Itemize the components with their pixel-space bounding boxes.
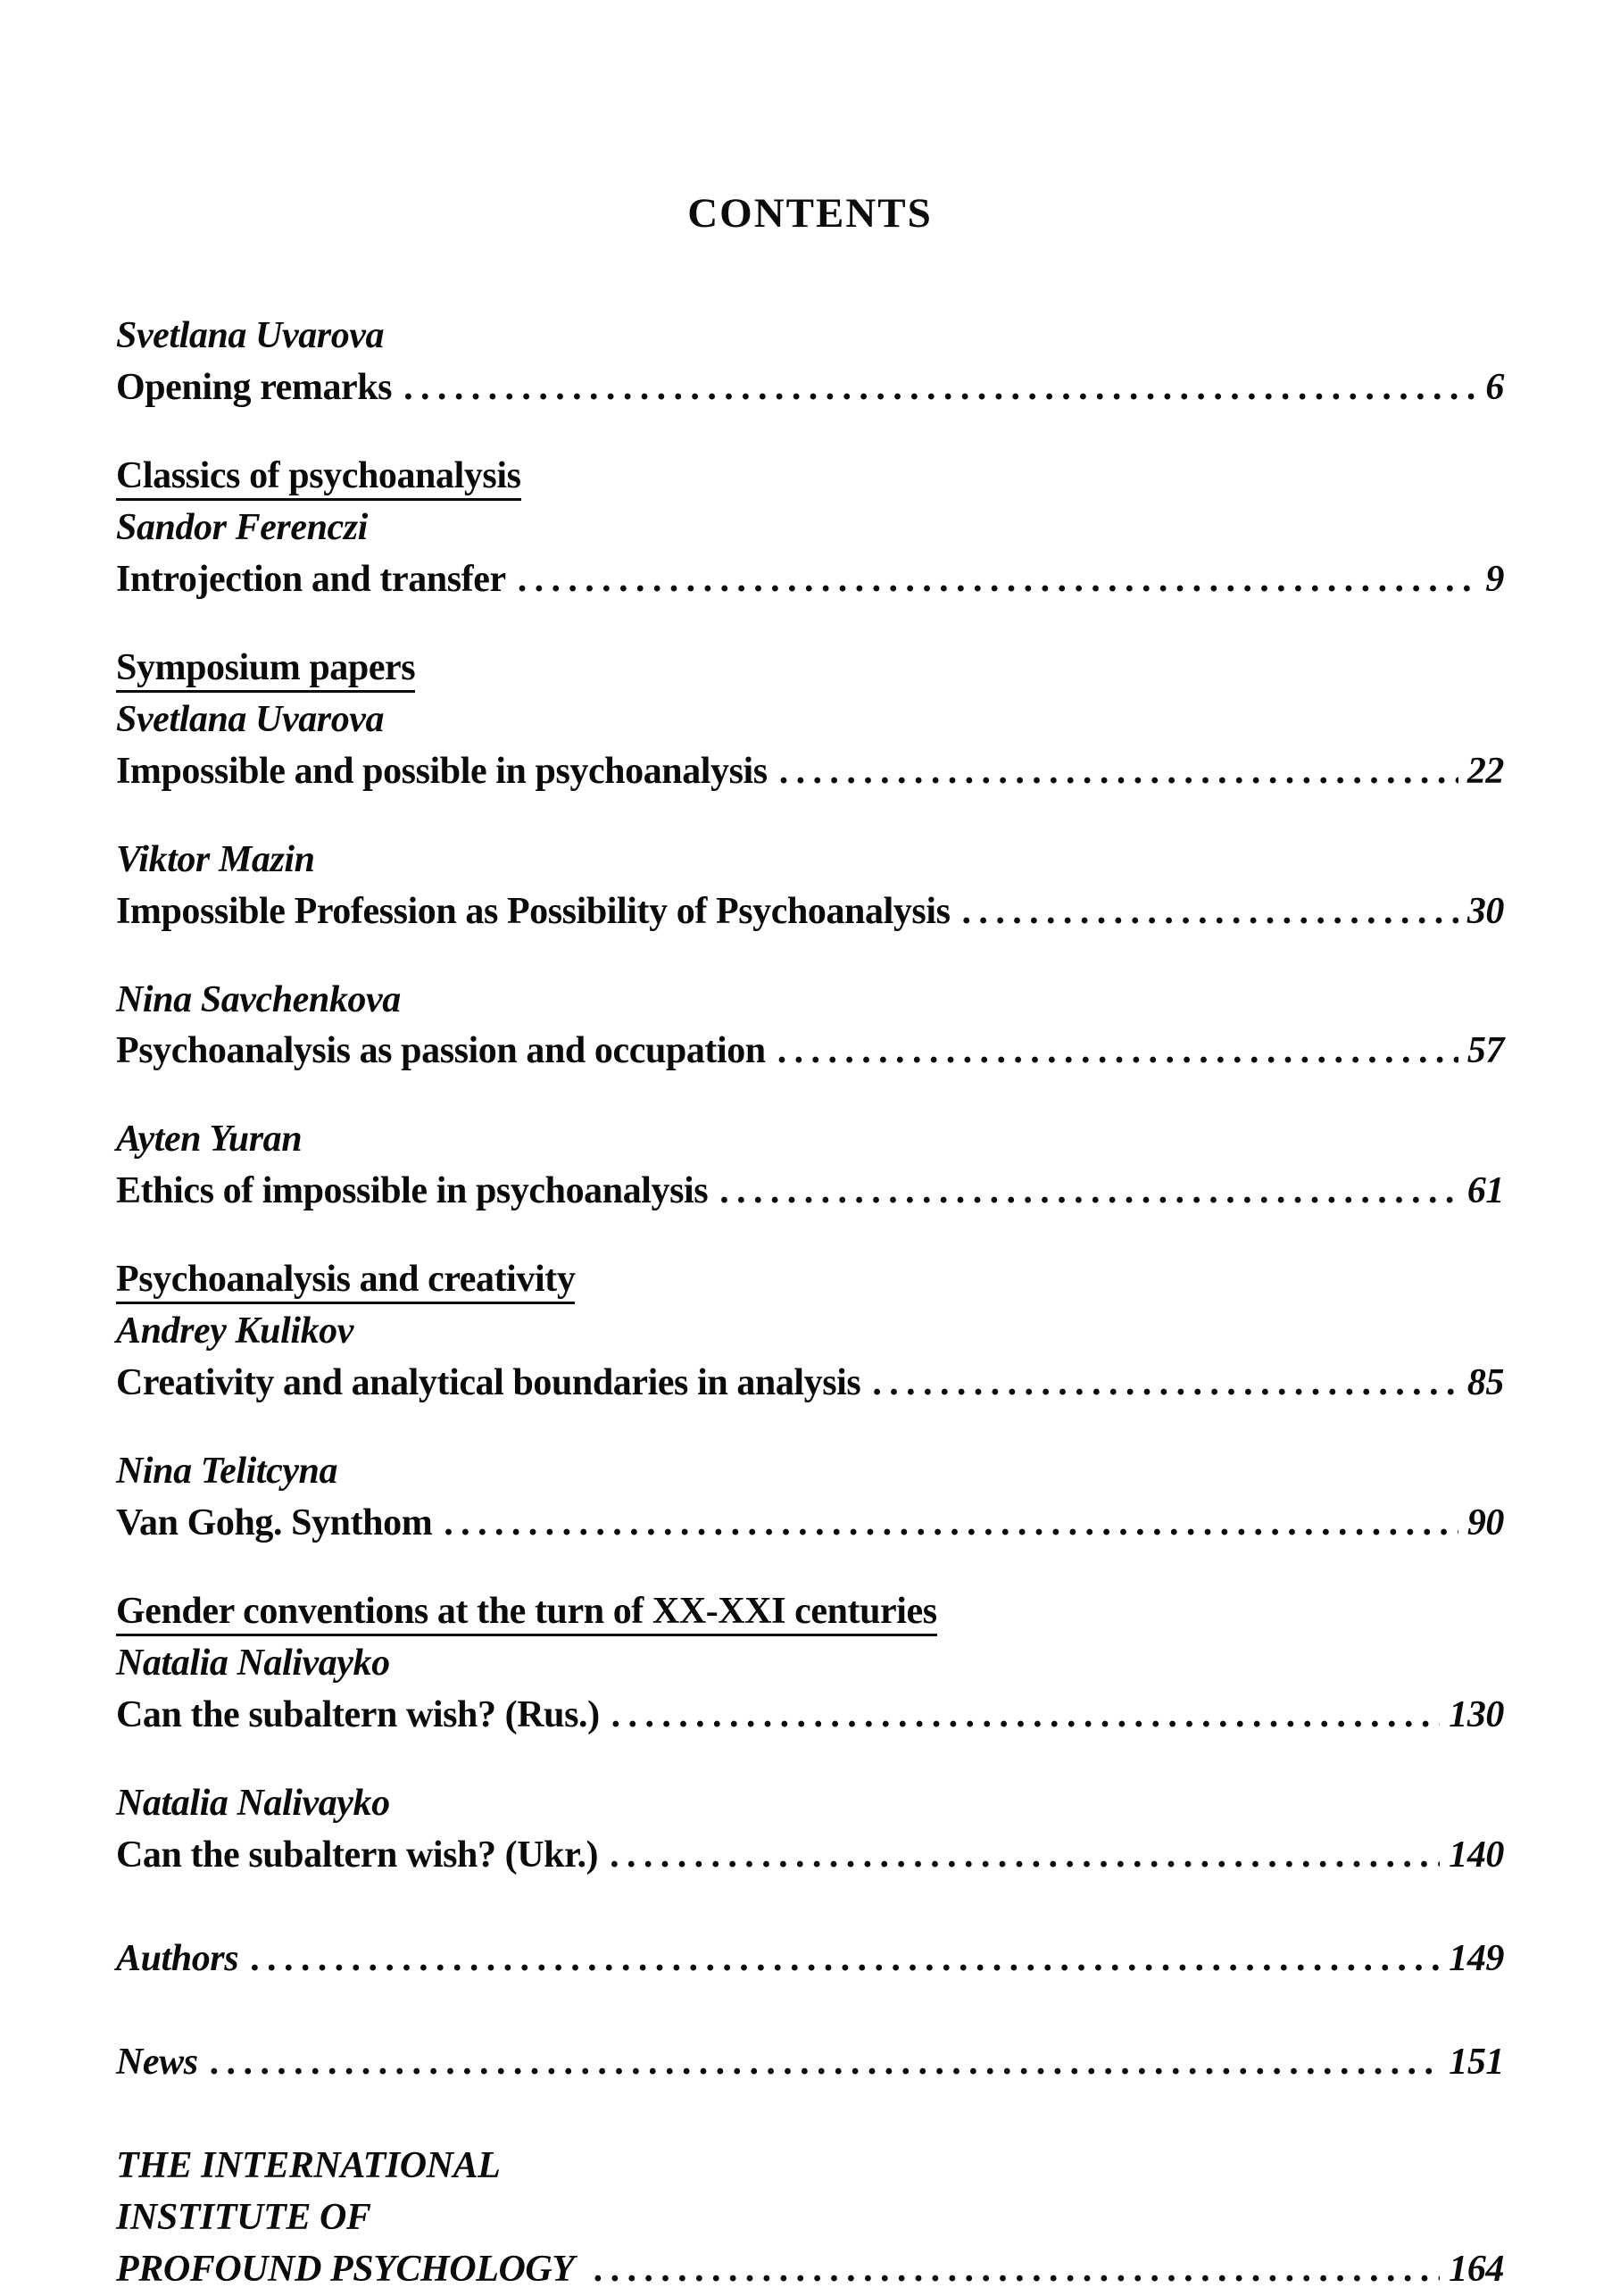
- toc-row: [116, 1166, 1504, 1218]
- page-number: 9: [1485, 558, 1504, 600]
- dot-leader: [611, 1690, 1441, 1742]
- entry-title: Introjection and transfer: [116, 558, 506, 600]
- toc-entry: [116, 1114, 1504, 1218]
- toc-entry: [116, 1586, 1504, 1742]
- toc-entry: [116, 451, 1504, 606]
- page-number: 22: [1466, 750, 1504, 792]
- toc-row: [116, 362, 1504, 414]
- dot-leader: [779, 746, 1458, 798]
- section-heading-text: Classics of psychoanalysis: [116, 455, 521, 501]
- page-number: 61: [1466, 1170, 1504, 1212]
- page-number: 149: [1449, 1937, 1504, 1979]
- toc-row: [116, 1026, 1504, 1077]
- toc-row: [116, 1690, 1504, 1742]
- section-heading: [116, 1254, 1504, 1306]
- entry-author: Sandor Ferenczi: [116, 506, 368, 548]
- section-heading: [116, 643, 1504, 695]
- entry-author: Natalia Nalivayko: [116, 1643, 390, 1685]
- entry-author: Andrey Kulikov: [116, 1310, 353, 1352]
- toc-entry: [116, 2037, 1504, 2089]
- entry-title: News: [116, 2041, 198, 2083]
- entry-title: THE INTERNATIONAL INSTITUTE OF PROFOUND PSYCHOLOGY: [116, 2144, 575, 2290]
- dot-leader: [250, 1934, 1440, 1985]
- entry-title: Ethics of impossible in psychoanalysis: [116, 1170, 709, 1212]
- dot-leader: [962, 886, 1458, 938]
- toc-entry: [116, 975, 1504, 1078]
- entry-title: Psychoanalysis as passion and occupation: [116, 1030, 766, 1072]
- section-heading-text: Symposium papers: [116, 647, 415, 693]
- toc-entry: [116, 835, 1504, 938]
- section-heading: [116, 1586, 1504, 1638]
- toc-row: [116, 554, 1504, 606]
- entry-author: Svetlana Uvarova: [116, 315, 385, 356]
- entry-title: Can the subaltern wish? (Rus.): [116, 1694, 600, 1736]
- toc-row: [116, 1498, 1504, 1550]
- dot-leader: [594, 2244, 1441, 2296]
- dot-leader: [872, 1358, 1458, 1410]
- toc-row: [116, 2037, 1504, 2089]
- entry-title: Creativity and analytical boundaries in analysis: [116, 1362, 861, 1404]
- page-title: CONTENTS: [687, 190, 933, 237]
- toc-row: [116, 886, 1504, 938]
- entry-title: Impossible and possible in psychoanalysis: [116, 750, 768, 792]
- entry-author: Nina Savchenkova: [116, 978, 401, 1020]
- page-number: 130: [1449, 1694, 1504, 1736]
- page-number: 164: [1449, 2248, 1504, 2290]
- section-heading: [116, 451, 1504, 503]
- toc-entry: [116, 1934, 1504, 1985]
- toc-entry: [116, 1778, 1504, 1882]
- toc-row: [116, 1934, 1504, 1985]
- entry-author: Viktor Mazin: [116, 838, 315, 880]
- entry-author: Ayten Yuran: [116, 1119, 303, 1160]
- dot-leader: [777, 1026, 1458, 1077]
- page-number: 140: [1449, 1834, 1504, 1876]
- entry-title: Opening remarks: [116, 366, 393, 408]
- page-number: 85: [1466, 1362, 1504, 1404]
- dot-leader: [403, 362, 1476, 414]
- toc-row: [116, 2141, 1504, 2296]
- entry-author: Natalia Nalivayko: [116, 1782, 390, 1824]
- page-number: 6: [1485, 366, 1504, 408]
- toc-entry: [116, 643, 1504, 798]
- dot-leader: [444, 1498, 1458, 1550]
- toc-entry: [116, 311, 1504, 414]
- dot-leader: [518, 554, 1477, 606]
- entry-author: Nina Telitcyna: [116, 1451, 338, 1493]
- page-number: 57: [1466, 1030, 1504, 1072]
- entry-author: Svetlana Uvarova: [116, 698, 385, 740]
- dot-leader: [210, 2037, 1441, 2089]
- dot-leader: [610, 1830, 1440, 1882]
- dot-leader: [719, 1166, 1458, 1218]
- page-number: 90: [1466, 1502, 1504, 1544]
- toc-row: [116, 1830, 1504, 1882]
- entry-title: Impossible Profession as Possibility of Psychoanalysis: [116, 890, 951, 932]
- toc-entry: [116, 1254, 1504, 1410]
- page-number: 151: [1449, 2041, 1504, 2083]
- section-heading-text: Gender conventions at the turn of XX-XXI centuries: [116, 1591, 937, 1636]
- toc-row: [116, 746, 1504, 798]
- entry-title: Can the subaltern wish? (Ukr.): [116, 1834, 599, 1876]
- entry-title: Van Gohg. Synthom: [116, 1502, 433, 1544]
- toc-entry: [116, 1446, 1504, 1550]
- toc-entry: [116, 2141, 1504, 2296]
- section-heading-text: Psychoanalysis and creativity: [116, 1259, 575, 1304]
- entry-title: Authors: [116, 1937, 239, 1979]
- toc-row: [116, 1358, 1504, 1410]
- page-number: 30: [1466, 890, 1504, 932]
